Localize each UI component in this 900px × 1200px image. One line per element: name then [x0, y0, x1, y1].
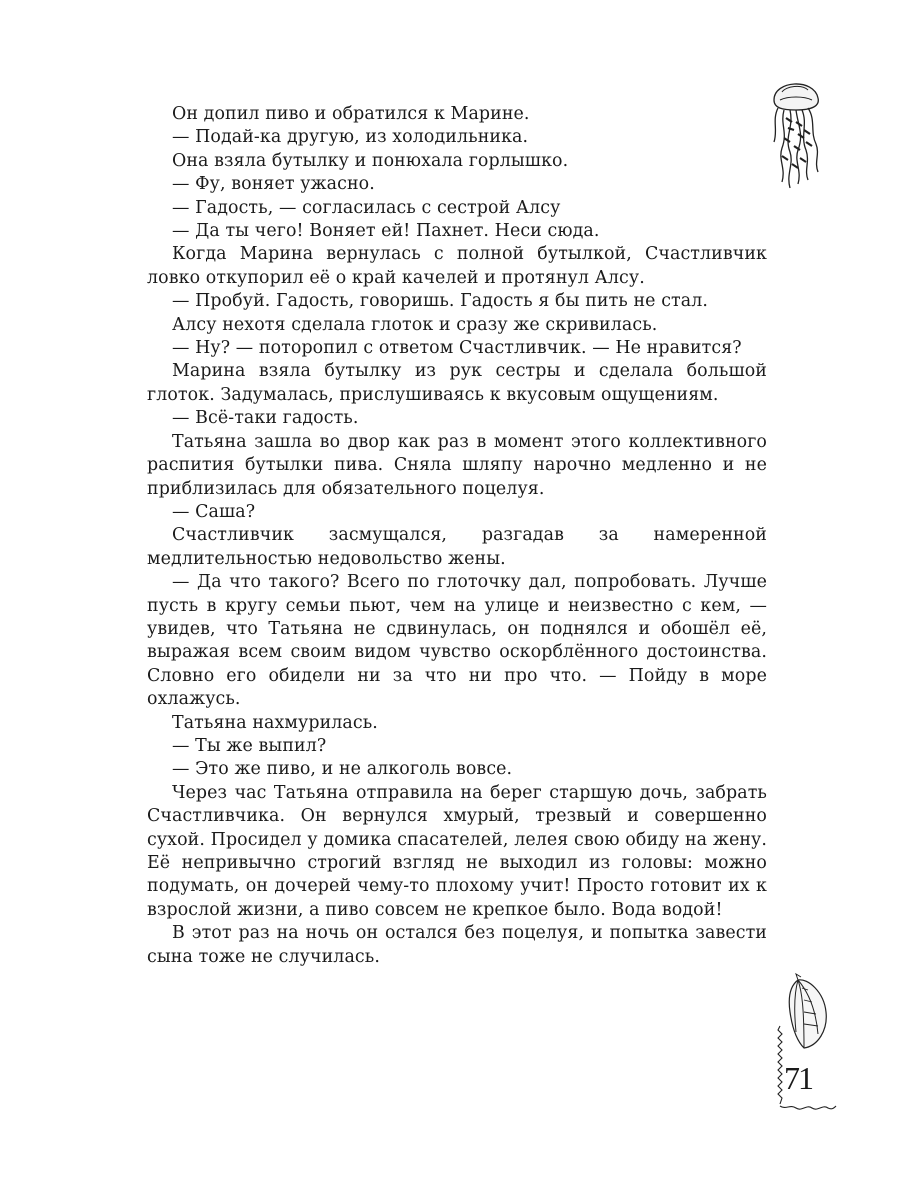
paragraph: Через час Татьяна отправила на берег старшую дочь, забрать Счастливчика. Он вернулся хмурый, трезвый и совершенно сухой. Просидел у домика спасателей, лелея свою обиду на жену. Её непривычно строгий взгляд не выходил из головы: можно подумать, он дочерей чему-то плохому учит! Просто готовит их к взрослой жизни, а пиво совсем не крепкое было. Вода водой! — [147, 782, 767, 920]
paragraph: Татьяна нахмурилась. — [172, 712, 378, 733]
paragraph: Он допил пиво и обратился к Марине. — [172, 104, 530, 124]
paragraph: — Ну? — поторопил с ответом Счастливчик. — Не нравится? — [172, 338, 742, 359]
paragraph: В этот раз на ночь он остался без поцелуя, и попытка завести сына тоже не случилась. — [147, 923, 767, 967]
paragraph: — Да ты чего! Воняет ей! Пахнет. Неси сюда. — [172, 221, 600, 242]
page-number: 71 — [784, 1060, 812, 1096]
paragraph: Алсу нехотя сделала глоток и сразу же скривилась. — [172, 314, 658, 335]
paragraph: — Всё-таки гадость. — [172, 408, 359, 429]
paragraph: Она взяла бутылку и понюхала горлышко. — [172, 150, 569, 171]
paragraph: — Гадость, — согласилась с сестрой Алсу — [172, 197, 561, 218]
paragraph: Татьяна зашла во двор как раз в момент этого коллективного распития бутылки пива. Сняла шляпу нарочно медленно и не приблизилась для обязательного поцелуя. — [147, 431, 767, 499]
paragraph: Когда Марина вернулась с полной бутылкой, Счастливчик ловко откупорил её о край качелей и протянул Алсу. — [147, 244, 767, 288]
paragraph: — Это же пиво, и не алкоголь вовсе. — [172, 759, 513, 780]
jellyfish-icon — [760, 70, 832, 195]
paragraph: Счастливчик засмущался, разгадав за намеренной медлительностью недовольство жены. — [147, 525, 767, 569]
paragraph: Марина взяла бутылку из рук сестры и сделала большой глоток. Задумалась, прислушиваясь к вкусовым ощущениям. — [147, 361, 767, 405]
paragraph: — Подай-ка другую, из холодильника. — [172, 127, 529, 148]
seashell-icon — [768, 968, 838, 1128]
body-text — [147, 103, 767, 969]
paragraph: — Ты же выпил? — [172, 735, 327, 756]
paragraph: — Да что такого? Всего по глоточку дал, попробовать. Лучше пусть в кругу семьи пьют, чем на улице и неизвестно с кем, — увидев, что Татьяна не сдвинулась, он поднялся и обошёл её, выражая всем своим видом чувство оскорблённого достоинства. Словно его обидели ни за что ни про что. — Пойду в море охлажусь. — [147, 572, 767, 710]
paragraph: — Фу, воняет ужасно. — [172, 174, 375, 195]
paragraph: — Пробуй. Гадость, говоришь. Гадость я бы пить не стал. — [172, 291, 709, 312]
paragraph: — Саша? — [172, 501, 256, 522]
